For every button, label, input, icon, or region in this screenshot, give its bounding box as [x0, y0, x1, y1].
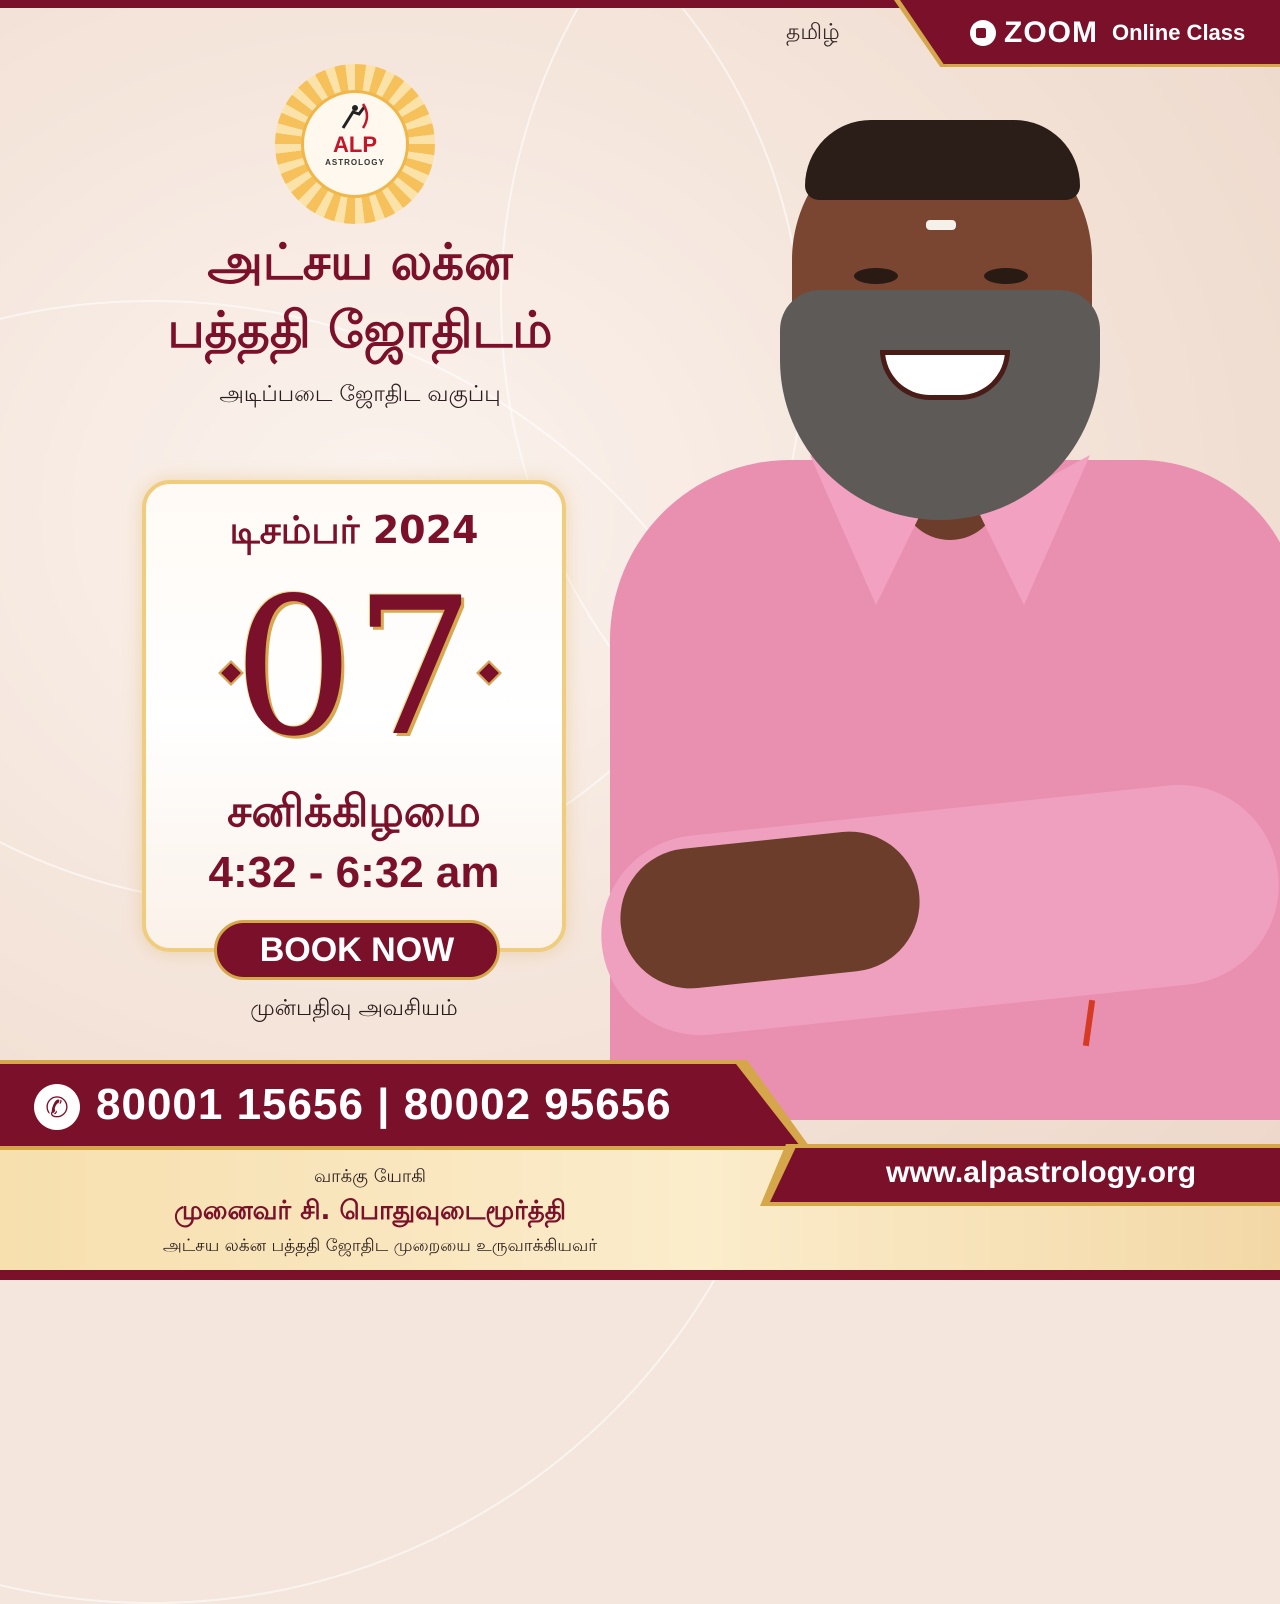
archer-icon	[339, 102, 373, 132]
online-class-label: Online Class	[1112, 20, 1246, 45]
eye-left	[854, 268, 898, 284]
zoom-label: ZOOM	[1004, 16, 1098, 49]
zoom-online-class	[970, 16, 1245, 50]
logo-subtitle: ASTROLOGY	[325, 158, 385, 167]
event-time: 4:32 - 6:32 am	[208, 848, 500, 897]
phone-numbers[interactable]: 80001 15656 | 80002 95656	[96, 1080, 672, 1129]
language-label: தமிழ்	[786, 20, 840, 45]
title-line-1: அட்சய லக்ன	[207, 233, 513, 291]
presenter-honorific: வாக்கு யோகி	[313, 1166, 427, 1187]
website-link[interactable]: www.alpastrology.org	[886, 1156, 1197, 1189]
zoom-camera-icon	[970, 20, 996, 46]
phone-icon: ✆	[34, 1084, 80, 1130]
alp-logo	[275, 64, 435, 224]
course-subtitle: அடிப்படை ஜோதிட வகுப்பு	[219, 382, 501, 407]
event-weekday: சனிக்கிழமை	[227, 786, 481, 837]
presenter-description: அட்சய லக்ன பத்ததி ஜோதிட முறையை உருவாக்கியவர்	[162, 1236, 598, 1256]
title-line-2: பத்ததி ஜோதிடம்	[167, 301, 553, 359]
logo-name: ALP	[333, 132, 377, 157]
hair	[805, 120, 1080, 200]
presenter-photo	[600, 120, 1280, 1120]
event-day: 07	[233, 557, 475, 778]
presenter-name: முனைவர் சி. பொதுவுடைமூர்த்தி	[173, 1196, 566, 1226]
prebooking-note: முன்பதிவு அவசியம்	[250, 996, 458, 1021]
eye-right	[984, 268, 1028, 284]
bottom-bar	[0, 1270, 1280, 1280]
event-month-year: டிசம்பர் 2024	[229, 508, 479, 552]
tilak-mark	[926, 220, 956, 230]
book-now-button[interactable]: BOOK NOW	[214, 920, 500, 980]
